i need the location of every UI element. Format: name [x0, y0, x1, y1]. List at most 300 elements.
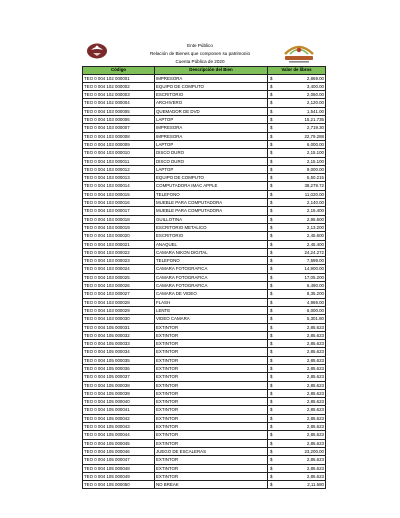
book-value-cell [268, 265, 326, 273]
asset-description-cell: ESCRITORIO [155, 232, 268, 240]
asset-description-cell: IMPRESORA [155, 124, 268, 132]
asset-description-cell: CAMARA FOTOGRAFICA [155, 273, 268, 281]
book-value-cell [268, 107, 326, 115]
book-value-amount: 2,85.623 [306, 473, 324, 479]
table-row [83, 414, 326, 422]
book-value-cell [268, 481, 326, 489]
asset-description-cell: EXTINTOR [155, 456, 268, 464]
table-row [83, 431, 326, 439]
asset-code-cell: TEO 0 004 105 000033 [83, 340, 155, 348]
asset-description-cell: CAMARA FOTOGRAFICA [155, 265, 268, 273]
book-value-cell [268, 290, 326, 298]
table-row [83, 91, 326, 99]
asset-description-cell: LAPTOP [155, 140, 268, 148]
table-row [83, 132, 326, 140]
asset-description-cell: ESCRITORIO METALICO [155, 223, 268, 231]
book-value-amount: 11,020.00 [304, 191, 324, 197]
asset-description-cell: EXTINTOR [155, 323, 268, 331]
book-value-amount: 38,279.72 [304, 183, 324, 189]
asset-description-cell: EXTINTOR [155, 381, 268, 389]
asset-description-cell: LENTE [155, 306, 268, 314]
currency-symbol: $ [270, 233, 273, 239]
asset-code-cell: TEO 0 004 105 000040 [83, 398, 155, 406]
currency-symbol: $ [270, 92, 273, 98]
asset-code-cell: TEO 0 004 105 000050 [83, 481, 155, 489]
book-value-amount: 2,85.623 [306, 382, 324, 388]
asset-code-cell: TEO 0 004 102 000001 [83, 74, 155, 82]
asset-code-cell: TEO 0 004 105 000044 [83, 431, 155, 439]
currency-symbol: $ [270, 283, 273, 289]
table-row [83, 356, 326, 364]
asset-description-cell: FLASH [155, 298, 268, 306]
asset-code-cell: TEO 0 004 103 000023 [83, 257, 155, 265]
asset-code-cell: TEO 0 004 103 000026 [83, 282, 155, 290]
asset-description-cell: EXTINTOR [155, 464, 268, 472]
book-value-cell [268, 373, 326, 381]
report-period: Cuenta Pública de 2020 [175, 59, 225, 65]
book-value-cell [268, 389, 326, 397]
currency-symbol: $ [270, 208, 273, 214]
table-row [83, 182, 326, 190]
book-value-amount: 2,85.623 [306, 432, 324, 438]
book-value-cell [268, 182, 326, 190]
asset-description-cell: GUILLOTINA [155, 215, 268, 223]
asset-description-cell: MUEBLE PARA COMPUTADORA [155, 207, 268, 215]
table-row [83, 381, 326, 389]
table-row [83, 406, 326, 414]
asset-description-cell: TELEFONO [155, 190, 268, 198]
column-header-value: Valor de libros [268, 67, 326, 75]
asset-code-cell: TEO 0 004 103 000030 [83, 315, 155, 323]
asset-description-cell: DISCO DURO [155, 149, 268, 157]
table-row [83, 364, 326, 372]
table-row [83, 140, 326, 148]
book-value-amount: 5,301.80 [306, 316, 324, 322]
table-row [83, 124, 326, 132]
book-value-amount: 2,85.623 [306, 332, 324, 338]
currency-symbol: $ [270, 216, 273, 222]
table-row [83, 348, 326, 356]
book-value-amount: 2,15.100 [306, 158, 324, 164]
book-value-amount: 6,000.00 [306, 307, 324, 313]
currency-symbol: $ [270, 266, 273, 272]
table-row [83, 481, 326, 489]
asset-code-cell: TEO 0 004 103 000011 [83, 157, 155, 165]
asset-code-cell: TEO 0 004 105 000042 [83, 414, 155, 422]
book-value-amount: 6,000.00 [306, 141, 324, 147]
table-row [83, 282, 326, 290]
currency-symbol: $ [270, 274, 273, 280]
book-value-amount: 2,85.623 [306, 465, 324, 471]
asset-code-cell: TEO 0 004 105 000031 [83, 323, 155, 331]
asset-code-cell: TEO 0 004 103 000014 [83, 182, 155, 190]
table-row [83, 315, 326, 323]
table-row [83, 190, 326, 198]
book-value-amount: 2,85.623 [306, 407, 324, 413]
currency-symbol: $ [270, 191, 273, 197]
book-value-cell [268, 406, 326, 414]
book-value-amount: 2,140.00 [306, 200, 324, 206]
currency-symbol: $ [270, 349, 273, 355]
book-value-cell [268, 348, 326, 356]
asset-description-cell: EXTINTOR [155, 364, 268, 372]
asset-code-cell: TEO 0 004 103 000008 [83, 132, 155, 140]
asset-code-cell: TEO 0 004 103 000019 [83, 223, 155, 231]
currency-symbol: $ [270, 448, 273, 454]
asset-code-cell: TEO 0 004 105 000034 [83, 348, 155, 356]
book-value-amount: 2,85.623 [306, 324, 324, 330]
asset-description-cell: CAMARA NIKON DIGITAL [155, 248, 268, 256]
book-value-amount: 2,120.00 [306, 100, 324, 106]
book-value-cell [268, 82, 326, 90]
asset-code-cell: TEO 0 004 105 000041 [83, 406, 155, 414]
currency-symbol: $ [270, 108, 273, 114]
currency-symbol: $ [270, 440, 273, 446]
book-value-cell [268, 223, 326, 231]
currency-symbol: $ [270, 457, 273, 463]
currency-symbol: $ [270, 150, 273, 156]
asset-description-cell: LAPTOP [155, 165, 268, 173]
asset-code-cell: TEO 0 004 103 000005 [83, 107, 155, 115]
book-value-amount: 2,85.623 [306, 390, 324, 396]
table-row [83, 207, 326, 215]
asset-code-cell: TEO 0 004 103 000015 [83, 190, 155, 198]
currency-symbol: $ [270, 390, 273, 396]
table-header-row [83, 67, 326, 75]
currency-symbol: $ [270, 399, 273, 405]
table-row [83, 257, 326, 265]
book-value-amount: 2,15.400 [306, 208, 324, 214]
book-value-cell [268, 248, 326, 256]
currency-symbol: $ [270, 407, 273, 413]
table-row [83, 232, 326, 240]
book-value-amount: 2,060.00 [306, 92, 324, 98]
institution-logo [282, 38, 316, 64]
table-body [83, 74, 326, 489]
assets-table [82, 66, 326, 489]
book-value-amount: 6,490.00 [306, 283, 324, 289]
table-row [83, 157, 326, 165]
asset-code-cell: TEO 0 004 103 000018 [83, 215, 155, 223]
book-value-amount: 23,200.00 [304, 448, 324, 454]
book-value-amount: 2,95.500 [306, 216, 324, 222]
currency-symbol: $ [270, 75, 273, 81]
book-value-amount: 14,900.00 [304, 266, 324, 272]
asset-code-cell: TEO 0 004 103 000021 [83, 240, 155, 248]
asset-code-cell: TEO 0 004 103 000024 [83, 265, 155, 273]
table-row [83, 174, 326, 182]
table-row [83, 331, 326, 339]
table-row [83, 389, 326, 397]
asset-code-cell: TEO 0 004 105 000046 [83, 447, 155, 455]
asset-description-cell: EXTINTOR [155, 406, 268, 414]
book-value-cell [268, 207, 326, 215]
book-value-cell [268, 190, 326, 198]
book-value-amount: 1,541.00 [306, 108, 324, 114]
book-value-amount: 2,85.623 [306, 349, 324, 355]
currency-symbol: $ [270, 432, 273, 438]
book-value-cell [268, 331, 326, 339]
asset-code-cell: TEO 0 004 105 000049 [83, 472, 155, 480]
asset-description-cell: EQUIPO DE COMPUTO [155, 82, 268, 90]
book-value-cell [268, 132, 326, 140]
book-value-amount: 2,85.623 [306, 357, 324, 363]
table-row [83, 248, 326, 256]
currency-symbol: $ [270, 141, 273, 147]
asset-description-cell: EXTINTOR [155, 348, 268, 356]
book-value-amount: 7,599.00 [306, 258, 324, 264]
book-value-cell [268, 74, 326, 82]
asset-code-cell: TEO 0 004 103 000012 [83, 165, 155, 173]
book-value-cell [268, 323, 326, 331]
book-value-amount: 8,35.200 [306, 291, 324, 297]
asset-code-cell: TEO 0 004 103 000010 [83, 149, 155, 157]
currency-symbol: $ [270, 249, 273, 255]
bird-emblem-logo [86, 41, 108, 59]
book-value-cell [268, 423, 326, 431]
report-title: Relación de Bienes que componen su patrimonio [149, 51, 251, 57]
asset-description-cell: EXTINTOR [155, 439, 268, 447]
book-value-cell [268, 282, 326, 290]
currency-symbol: $ [270, 415, 273, 421]
table-row [83, 165, 326, 173]
book-value-cell [268, 431, 326, 439]
asset-description-cell: ANAQUEL [155, 240, 268, 248]
book-value-cell [268, 99, 326, 107]
table-row [83, 340, 326, 348]
table-row [83, 74, 326, 82]
table-row [83, 273, 326, 281]
book-value-amount: 22,79.288 [304, 133, 324, 139]
table-row [83, 99, 326, 107]
asset-code-cell: TEO 0 004 105 000037 [83, 373, 155, 381]
asset-description-cell: IMPRESORA [155, 74, 268, 82]
currency-symbol: $ [270, 125, 273, 131]
asset-description-cell: EXTINTOR [155, 356, 268, 364]
currency-symbol: $ [270, 465, 273, 471]
entity-label: Ente Público [187, 43, 213, 48]
book-value-amount: 24,24.272 [304, 249, 324, 255]
book-value-cell [268, 306, 326, 314]
asset-description-cell: JUEGO DE ESCALERAS [155, 447, 268, 455]
currency-symbol: $ [270, 83, 273, 89]
book-value-cell [268, 398, 326, 406]
table-row [83, 298, 326, 306]
book-value-amount: 15,21.735 [304, 117, 324, 123]
book-value-cell [268, 447, 326, 455]
book-value-amount: 2,85.623 [306, 399, 324, 405]
book-value-amount: 2,85.623 [306, 365, 324, 371]
book-value-amount: 3,400.00 [306, 83, 324, 89]
book-value-cell [268, 116, 326, 124]
currency-symbol: $ [270, 183, 273, 189]
book-value-cell [268, 315, 326, 323]
table-row [83, 464, 326, 472]
book-value-cell [268, 472, 326, 480]
asset-description-cell: ESCRITORIO [155, 91, 268, 99]
asset-description-cell: EXTINTOR [155, 340, 268, 348]
asset-description-cell: EXTINTOR [155, 431, 268, 439]
currency-symbol: $ [270, 291, 273, 297]
currency-symbol: $ [270, 158, 273, 164]
book-value-cell [268, 157, 326, 165]
asset-description-cell: DISCO DURO [155, 157, 268, 165]
book-value-amount: 2,85.623 [306, 424, 324, 430]
currency-symbol: $ [270, 224, 273, 230]
asset-description-cell: ARCHIVERO [155, 99, 268, 107]
book-value-cell [268, 464, 326, 472]
currency-symbol: $ [270, 324, 273, 330]
asset-description-cell: EXTINTOR [155, 331, 268, 339]
table-row [83, 398, 326, 406]
column-header-code: Código [83, 67, 155, 75]
book-value-cell [268, 257, 326, 265]
asset-description-cell: EXTINTOR [155, 389, 268, 397]
currency-symbol: $ [270, 241, 273, 247]
book-value-amount: 2,45.400 [306, 241, 324, 247]
currency-symbol: $ [270, 316, 273, 322]
table-row [83, 439, 326, 447]
asset-description-cell: EQUIPO DE COMPUTO [155, 174, 268, 182]
asset-description-cell: QUEMADOR DE DVD [155, 107, 268, 115]
asset-code-cell: TEO 0 004 103 000020 [83, 232, 155, 240]
currency-symbol: $ [270, 100, 273, 106]
book-value-amount: 2,719.30 [306, 125, 324, 131]
book-value-cell [268, 174, 326, 182]
asset-code-cell: TEO 0 004 105 000032 [83, 331, 155, 339]
book-value-amount: 2,15.100 [306, 150, 324, 156]
currency-symbol: $ [270, 200, 273, 206]
report-titles [120, 42, 280, 67]
asset-code-cell: TEO 0 004 103 000017 [83, 207, 155, 215]
currency-symbol: $ [270, 382, 273, 388]
table-row [83, 290, 326, 298]
book-value-amount: 2,11.580 [307, 482, 324, 488]
book-value-amount: 9,000.00 [306, 166, 324, 172]
book-value-cell [268, 414, 326, 422]
book-value-cell [268, 165, 326, 173]
currency-symbol: $ [270, 374, 273, 380]
asset-code-cell: TEO 0 004 103 000029 [83, 306, 155, 314]
asset-code-cell: TEO 0 004 105 000047 [83, 456, 155, 464]
table-row [83, 306, 326, 314]
currency-symbol: $ [270, 307, 273, 313]
currency-symbol: $ [270, 299, 273, 305]
table-row [83, 107, 326, 115]
asset-description-cell: LAPTOP [155, 116, 268, 124]
book-value-cell [268, 439, 326, 447]
currency-symbol: $ [270, 357, 273, 363]
book-value-amount: 2,85.623 [306, 374, 324, 380]
asset-code-cell: TEO 0 004 102 000003 [83, 91, 155, 99]
asset-code-cell: TEO 0 004 103 000027 [83, 290, 155, 298]
table-row [83, 447, 326, 455]
asset-code-cell: TEO 0 004 103 000006 [83, 116, 155, 124]
asset-code-cell: TEO 0 004 103 000025 [83, 273, 155, 281]
book-value-cell [268, 356, 326, 364]
table-row [83, 223, 326, 231]
asset-description-cell: EXTINTOR [155, 373, 268, 381]
asset-description-cell: NO BREAK [155, 481, 268, 489]
book-value-amount: 4,969.00 [306, 299, 324, 305]
table-row [83, 215, 326, 223]
table-row [83, 240, 326, 248]
asset-description-cell: TELEFONO [155, 257, 268, 265]
asset-description-cell: VIDEO CAMARA [155, 315, 268, 323]
asset-code-cell: TEO 0 004 105 000045 [83, 439, 155, 447]
currency-symbol: $ [270, 365, 273, 371]
book-value-amount: 2,85.623 [306, 440, 324, 446]
table-row [83, 423, 326, 431]
asset-code-cell: TEO 0 004 105 000039 [83, 389, 155, 397]
asset-description-cell: CAMARA DE VIDEO [155, 290, 268, 298]
table-row [83, 199, 326, 207]
table-row [83, 373, 326, 381]
book-value-amount: 2,85.623 [306, 457, 324, 463]
currency-symbol: $ [270, 341, 273, 347]
asset-code-cell: TEO 0 004 103 000007 [83, 124, 155, 132]
asset-code-cell: TEO 0 004 105 000035 [83, 356, 155, 364]
book-value-cell [268, 199, 326, 207]
asset-code-cell: TEO 0 004 103 000016 [83, 199, 155, 207]
book-value-cell [268, 240, 326, 248]
asset-code-cell: TEO 0 004 102 000002 [83, 82, 155, 90]
table-row [83, 116, 326, 124]
book-value-cell [268, 140, 326, 148]
book-value-cell [268, 381, 326, 389]
currency-symbol: $ [270, 258, 273, 264]
book-value-cell [268, 124, 326, 132]
currency-symbol: $ [270, 473, 273, 479]
asset-code-cell: TEO 0 004 105 000048 [83, 464, 155, 472]
book-value-cell [268, 215, 326, 223]
book-value-cell [268, 298, 326, 306]
asset-description-cell: EXTINTOR [155, 423, 268, 431]
book-value-amount: 5,50.215 [306, 175, 324, 181]
table-row [83, 149, 326, 157]
asset-code-cell: TEO 0 004 103 000022 [83, 248, 155, 256]
book-value-cell [268, 364, 326, 372]
asset-description-cell: EXTINTOR [155, 414, 268, 422]
book-value-cell [268, 273, 326, 281]
currency-symbol: $ [270, 424, 273, 430]
table-row [83, 323, 326, 331]
book-value-cell [268, 91, 326, 99]
currency-symbol: $ [270, 332, 273, 338]
currency-symbol: $ [270, 166, 273, 172]
asset-code-cell: TEO 0 004 102 000004 [83, 99, 155, 107]
table-row [83, 82, 326, 90]
asset-description-cell: IMPRESORA [155, 132, 268, 140]
asset-code-cell: TEO 0 004 105 000038 [83, 381, 155, 389]
currency-symbol: $ [270, 175, 273, 181]
table-row [83, 456, 326, 464]
book-value-amount: 2,45.600 [306, 233, 324, 239]
book-value-cell [268, 456, 326, 464]
asset-description-cell: CAMARA FOTOGRAFICA [155, 282, 268, 290]
currency-symbol: $ [270, 482, 273, 488]
book-value-amount: 17,05.200 [304, 274, 324, 280]
asset-description-cell: MUEBLE PARA COMPUTADORA [155, 199, 268, 207]
currency-symbol: $ [270, 117, 273, 123]
column-header-description: Descripción del Bien [155, 67, 268, 75]
asset-code-cell: TEO 0 004 103 000028 [83, 298, 155, 306]
table-row [83, 265, 326, 273]
book-value-amount: 2,869.00 [306, 75, 324, 81]
book-value-cell [268, 232, 326, 240]
asset-code-cell: TEO 0 004 103 000013 [83, 174, 155, 182]
book-value-cell [268, 149, 326, 157]
